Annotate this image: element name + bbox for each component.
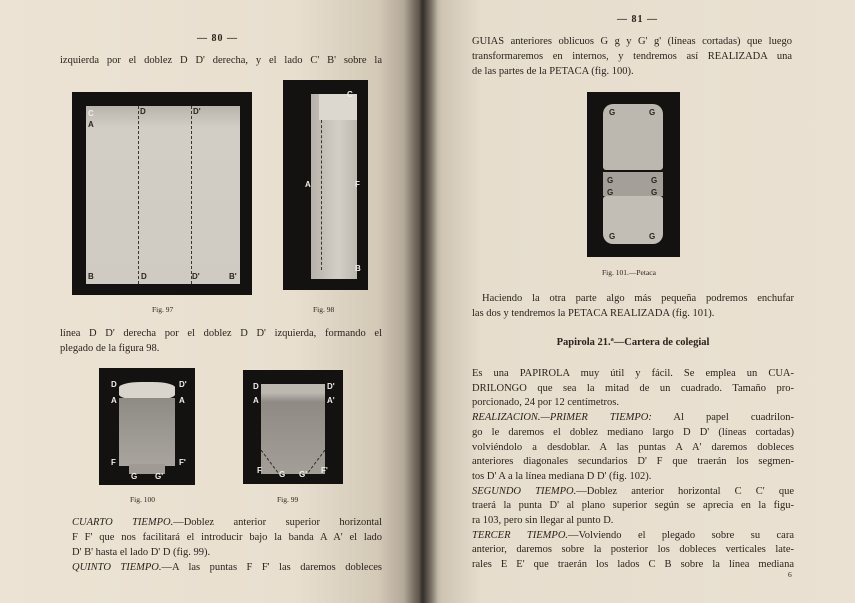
section-label: CUARTO TIEMPO. [72,517,174,528]
text-line [472,514,794,527]
body-text: ra 103, pero sin llegar al punto D. [472,515,614,526]
body-text: D' B' hasta el lado D' D (fig. 99). [72,547,211,558]
left-page [0,0,420,603]
figure-99 [243,370,343,484]
section-label: QUINTO TIEMPO. [72,562,162,573]
fold-label: D' [327,382,335,391]
text-line: de las partes de la PETACA (fig. 100). [472,66,634,77]
page-number: — 80 — [197,33,238,44]
text-line [472,426,794,439]
fold-label: D' [193,107,201,116]
text-line: línea D D' derecha por el doblez D D' izquierda, formando el [60,328,382,339]
body-text: Al papel cuadrilon- [651,412,794,424]
text-line [472,543,794,556]
text-line [472,367,794,380]
text-line [72,561,382,574]
book-gutter [404,0,438,603]
fold-label: D' [179,380,187,389]
text-line [472,455,794,468]
body-text: —Doblez anterior superior horizontal [173,517,382,528]
fold-label: F [111,458,116,467]
text-line [472,470,794,483]
fold-label: A [111,396,117,405]
fold-label: G' [299,470,308,479]
body-text: anteriores diagonales secundarios D' F que traerán los segmen- [472,456,794,468]
fold-label: G [651,176,658,185]
page-number: — 81 — [617,14,658,25]
fold-lines [261,450,325,474]
body-text: rales E E' que traerán los lados C B sobre la línea mediana [472,559,794,571]
body-text: —Doblez anterior horizontal C C' que [576,485,794,497]
fold-label: D' [192,272,200,281]
fold-label: F [355,180,360,189]
body-text: F F' que nos facilitará el introducir bajo la banda A A' el lado [72,532,382,543]
section-label: TERCER TIEMPO. [472,529,569,541]
fold-label: A [305,180,311,189]
fold-label: D [111,380,117,389]
figure-98 [283,80,368,290]
body-text: go le daremos el doblez mediano largo D D' (líneas cortadas) [472,426,794,438]
fold-label: D [253,382,259,391]
figure-caption: Fig. 99 [277,495,299,504]
right-page [420,0,855,603]
signature-mark: 6 [788,570,792,579]
figure-101 [587,92,680,257]
fold-label: C [347,90,353,99]
fold-label: G [609,108,616,117]
body-text: traerá la punta D' al plano superior según se aprecia en la figu- [472,500,794,512]
fold-label: B [355,264,361,273]
text-line [472,558,794,571]
text-line [472,396,794,409]
figure-97 [72,92,252,295]
section-label: REALIZACION.—PRIMER TIEMPO: [472,412,652,424]
fold-label: C [88,109,94,118]
fold-label: F [257,466,262,475]
fold-label: G [651,188,658,197]
figure-100 [99,368,195,485]
fold-label: G [279,470,286,479]
text-line [472,529,794,542]
text-line [72,531,382,544]
text-line: GUIAS anteriores oblicuos G g y G' g' (líneas cortadas) que luego [472,36,792,47]
figure-caption: Fig. 100 [130,495,156,504]
fold-label: G [607,176,614,185]
body-text: tos D' A a la línea mediana D D' (fig. 102). [472,470,652,482]
fold-label: G [131,472,138,481]
fold-label: G [609,232,616,241]
body-text: volviéndolo a desdoblar. A las puntas A A' daremos dobleces [472,441,794,453]
text-line [472,499,794,512]
figure-caption: Fig. 101.—Petaca [602,268,656,277]
fold-label: F' [321,466,328,475]
body-text: DRILONGO que sea la mitad de un cuadrado. Tamaño pro- [472,382,794,394]
figure-caption: Fig. 98 [313,305,335,314]
body-text: —A las puntas F F' las daremos dobleces [161,562,382,573]
fold-label: B [88,272,94,281]
fold-label: D [141,272,147,281]
text-line [72,546,382,559]
fold-label: A [179,396,185,405]
text-line [472,485,794,498]
fold-label: G [649,232,656,241]
text-line [472,382,794,395]
section-heading: Papirola 21.ª—Cartera de colegial [556,337,710,348]
figure-caption: Fig. 97 [152,305,174,314]
body-text: anterior, daremos sobre la posterior los dobleces verticales late- [472,544,794,556]
section-label: SEGUNDO TIEMPO. [472,485,577,497]
text-line [72,516,382,529]
text-line: transformaremos en internos, y tendremos así REALIZADA una [472,51,792,62]
body-text: porcionado, 24 por 12 centímetros. [472,397,619,409]
body-text: —Volviendo el plegado sobre su cara [568,529,794,541]
fold-label: A [88,120,94,129]
fold-label: G [607,188,614,197]
fold-label: A [253,396,259,405]
fold-label: G [649,108,656,117]
fold-label: B' [229,272,237,281]
fold-label: D [140,107,146,116]
fold-label: A' [327,396,335,405]
fold-label: G' [155,472,164,481]
text-line: plegado de la figura 98. [60,343,160,354]
fold-label: F' [179,458,186,467]
text-line [472,411,794,424]
text-line: izquierda por el doblez D D' derecha, y el lado C' B' sobre la [60,55,382,66]
text-line: las dos y tendremos la PETACA REALIZADA (fig. 101). [472,308,715,319]
text-line [472,441,794,454]
body-text: Es una PAPIROLA muy útil y fácil. Se emplea un CUA- [472,368,794,379]
text-line: Haciendo la otra parte algo más pequeña podremos enchufar [482,293,794,304]
